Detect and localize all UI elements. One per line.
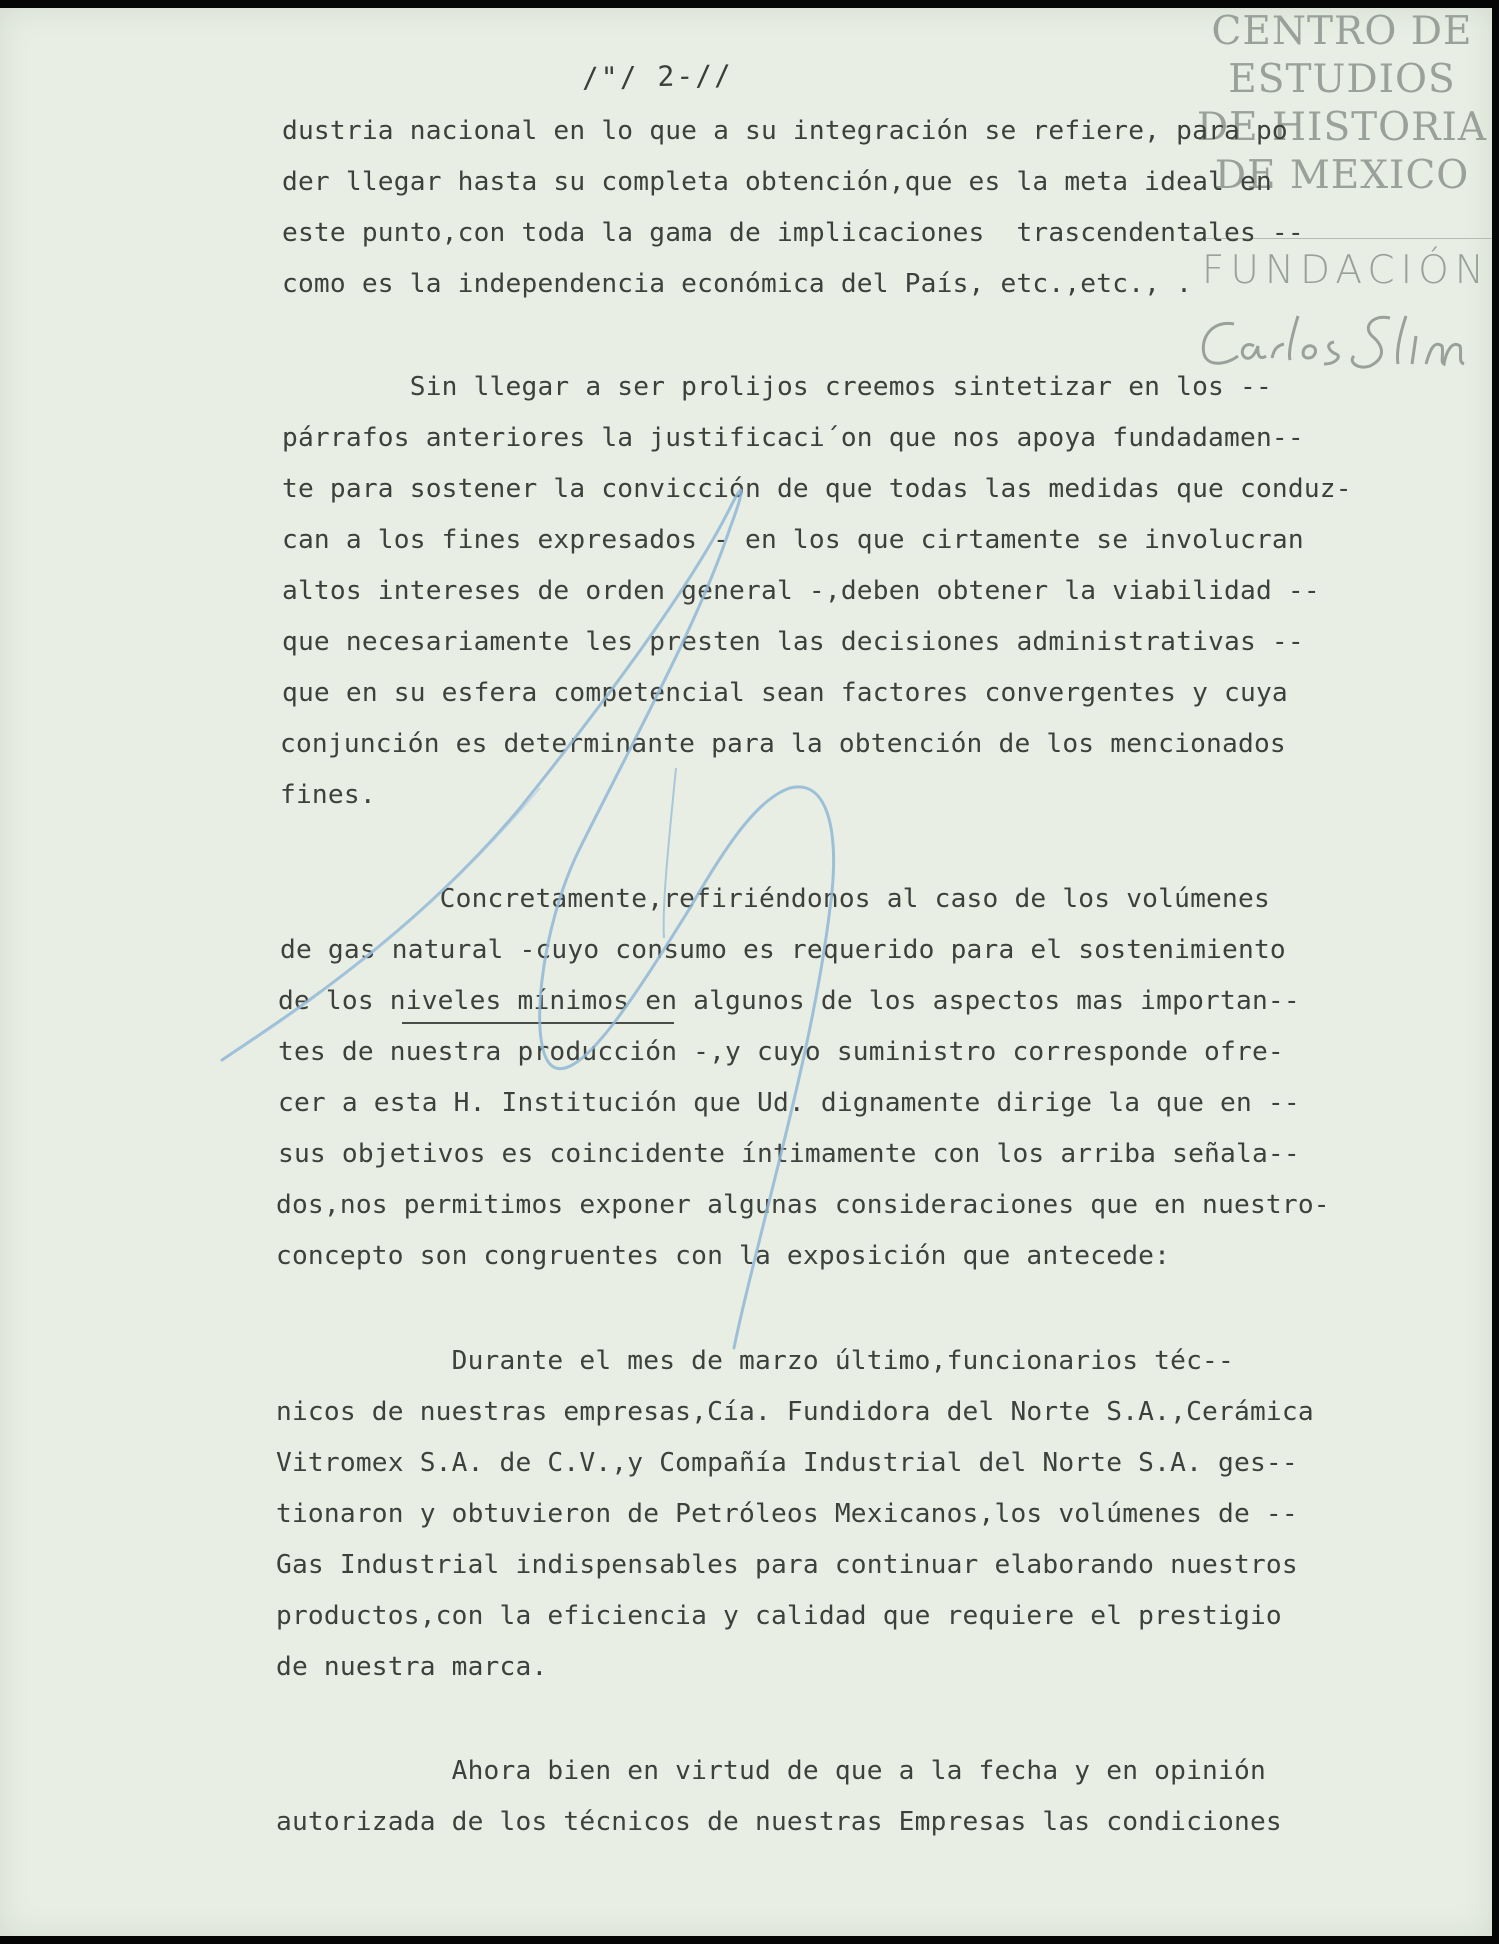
document-page <box>0 8 1492 1936</box>
text-line: de nuestra marca. <box>276 1652 548 1682</box>
text-line: nicos de nuestras empresas,Cía. Fundidora del Norte S.A.,Cerámica <box>276 1397 1314 1427</box>
watermark-foundation: FUNDACIÓN <box>1201 248 1490 293</box>
text-line: Gas Industrial indispensables para continuar elaborando nuestros <box>276 1550 1298 1580</box>
text-line: fines. <box>280 780 376 810</box>
text-line: conjunción es determinante para la obtención de los mencionados <box>280 729 1286 759</box>
text-line: cer a esta H. Institución que Ud. dignamente dirige la que en -- <box>278 1088 1300 1118</box>
watermark-line: DE HISTORIA <box>1196 105 1488 150</box>
watermark-signature-logo <box>1194 306 1484 376</box>
text-line: de gas natural -cuyo consumo es requerido para el sostenimiento <box>280 935 1286 965</box>
text-line: tionaron y obtuvieron de Petróleos Mexicanos,los volúmenes de -- <box>276 1499 1298 1529</box>
text-line: dos,nos permitimos exponer algunas consideraciones que en nuestro- <box>276 1190 1330 1220</box>
text-line: que necesariamente les presten las decisiones administrativas -- <box>282 627 1304 657</box>
text-line: te para sostener la convicción de que todas las medidas que conduz- <box>282 474 1352 504</box>
text-line: Ahora bien en virtud de que a la fecha y en opinión <box>276 1756 1266 1786</box>
text-line: Durante el mes de marzo último,funcionarios téc-- <box>276 1346 1234 1376</box>
text-line: Vitromex S.A. de C.V.,y Compañía Industrial del Norte S.A. ges-- <box>276 1448 1298 1478</box>
text-line: Concretamente,refiriéndonos al caso de los volúmenes <box>280 884 1270 914</box>
text-line underlined-line: de los niveles mínimos en algunos de los aspectos mas importan-- <box>278 986 1300 1016</box>
text-line: que en su esfera competencial sean factores convergentes y cuya <box>282 678 1288 708</box>
watermark-line: DE MEXICO <box>1214 153 1470 198</box>
text-line: párrafos anteriores la justificaci´on que nos apoya fundadamen-- <box>282 423 1304 453</box>
text-line: este punto,con toda la gama de implicaciones trascendentales -- <box>282 218 1304 248</box>
text-line: altos intereses de orden general -,deben obtener la viabilidad -- <box>282 576 1320 606</box>
text-line: autorizada de los técnicos de nuestras Empresas las condiciones <box>276 1807 1282 1837</box>
watermark-line: CENTRO DE <box>1211 9 1473 54</box>
text-line: tes de nuestra producción -,y cuyo suministro corresponde ofre- <box>278 1037 1284 1067</box>
text-line: como es la independencia económica del País, etc.,etc., . <box>282 269 1193 299</box>
text-line: sus objetivos es coincidente íntimamente con los arriba señala-- <box>278 1139 1300 1169</box>
text-line: concepto son congruentes con la exposición que antecede: <box>276 1241 1171 1271</box>
text-line: der llegar hasta su completa obtención,que es la meta ideal en <box>282 167 1272 197</box>
text-line: can a los fines expresados - en los que cirtamente se involucran <box>282 525 1304 555</box>
text-line: productos,con la eficiencia y calidad que requiere el prestigio <box>276 1601 1282 1631</box>
underline-niveles-minimos <box>402 1022 674 1024</box>
watermark-line: ESTUDIOS <box>1228 57 1456 102</box>
text-line: Sin llegar a ser prolijos creemos sintetizar en los -- <box>282 372 1272 402</box>
text-line: dustria nacional en lo que a su integración se refiere, para po <box>282 116 1288 146</box>
page-number: /"/ 2-// <box>581 58 734 95</box>
